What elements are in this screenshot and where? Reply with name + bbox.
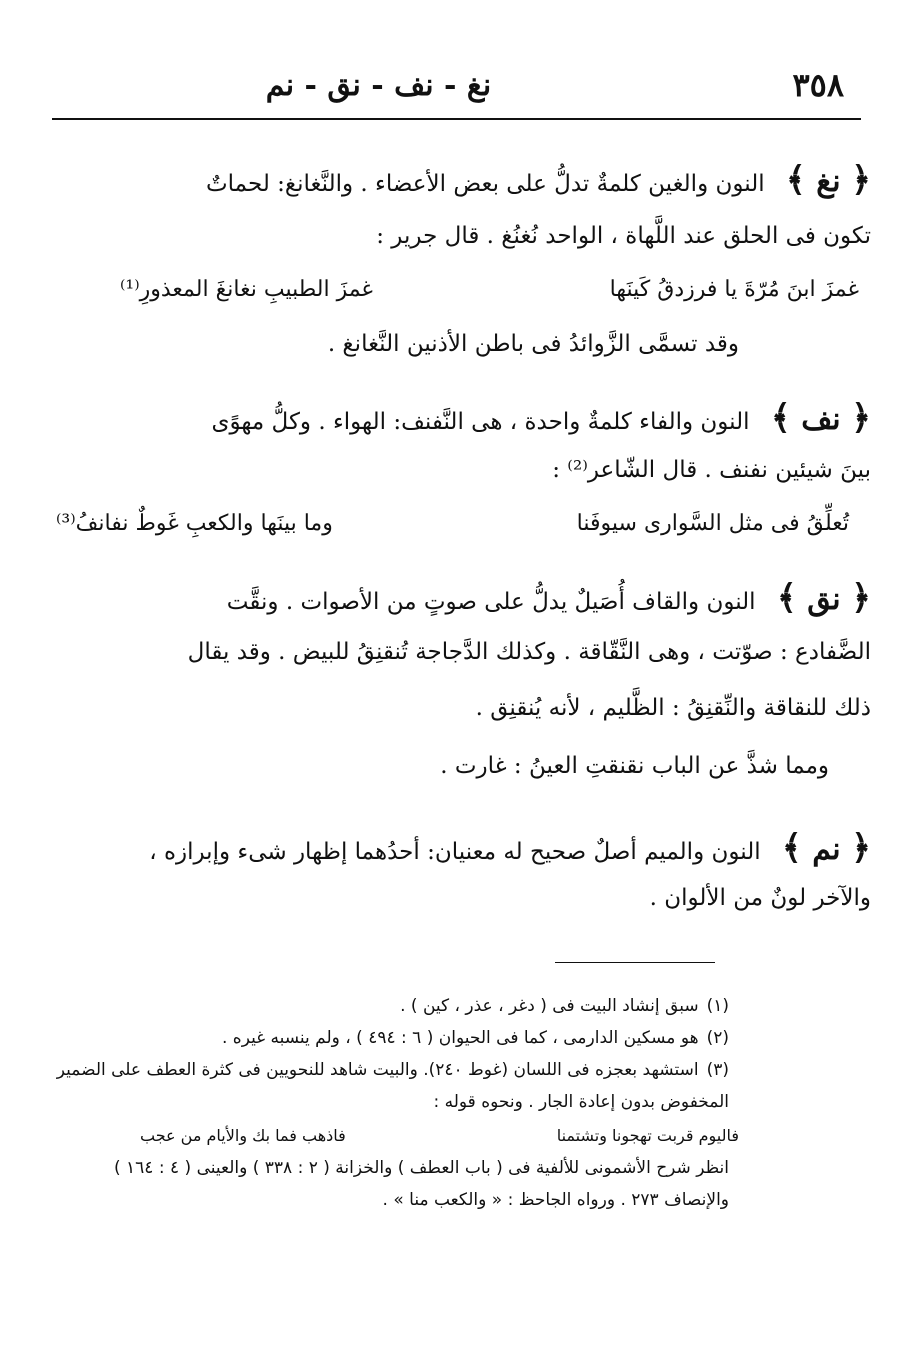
entry-root-naf: ﴿ نف ﴾ <box>770 398 871 438</box>
footnote-3: (٣)استشهد بعجزه فى اللسان (غوط ٢٤٠). والبيت شاهد للنحويين فى كثرة العطف على الضمير <box>56 1060 729 1080</box>
entry-text: النون والميم أصلٌ صحيح له معنيان: أحدُهما إظهار شىء وإبرازه ، <box>149 839 761 865</box>
running-title: نغ - نف - نق - نم <box>265 68 492 103</box>
entry-nagh-verse <box>120 276 859 305</box>
entry-nagh-line-1 <box>50 158 871 202</box>
entry-naf-line-1 <box>50 396 871 440</box>
footnote-verse <box>140 1126 739 1145</box>
entry-naq-line-1 <box>50 576 871 620</box>
footnote-2: (٢)هو مسكين الدارمى ، كما فى الحيوان ( ٦ : ٤٩٤ ) ، ولم ينسبه غيره . <box>221 1028 729 1048</box>
entry-naq-line-4: ومما شذَّ عن الباب نقنقتِ العينُ : غارت . <box>440 753 829 779</box>
entry-root-naq: ﴿ نق ﴾ <box>776 578 871 618</box>
entry-nagh-after: وقد تسمَّى الزَّوائدُ فى باطن الأذنين النَّغانغ . <box>327 331 739 357</box>
entry-text: النون والغين كلمةٌ تدلُّ على بعض الأعضاء . والنَّغانغ: لحماتٌ <box>206 171 765 197</box>
verse-second-hemistich: غمزَ الطبيبِ نغانغَ المعذورِ⁽¹⁾ <box>120 277 373 302</box>
entry-naq-line-2: الضَّفادع : صوّتت ، وهى النَّقّاقة . وكذلك الدَّجاجة تُنقنِقُ للبيض . وقد يقال <box>187 639 871 665</box>
footnote-verse-first: فاليوم قربت تهجونا وتشتمنا <box>556 1126 739 1145</box>
header-rule <box>52 118 861 120</box>
entry-root-nam: ﴿ نم ﴾ <box>781 828 871 868</box>
footnote-1: (١)سبق إنشاد البيت فى ( دغر ، عذر ، كين ) . <box>400 996 729 1016</box>
verse-second-hemistich: وما بينَها والكعبِ غَوطٌ نفانفُ⁽³⁾ <box>56 511 333 536</box>
footnote-3-ref-2: والإنصاف ٢٧٣ . ورواه الجاحظ : « والكعب منا » . <box>382 1190 729 1210</box>
verse-first-hemistich: تُعلِّقُ فى مثل السَّوارى سيوفَنا <box>576 511 849 536</box>
entry-naf-line-2: بينَ شيئين نفنف . قال الشّاعر⁽²⁾ : <box>552 457 871 483</box>
page-header <box>48 62 844 112</box>
footnote-rule <box>555 962 715 963</box>
entry-text: النون والقاف أُصَيلٌ يدلُّ على صوتٍ من الأصوات . ونقَّت <box>226 589 756 615</box>
entry-nagh-line-2: تكون فى الحلق عند اللَّهاة ، الواحد نُغنُغ . قال جرير : <box>376 223 871 249</box>
footnote-3-ref-1: انظر شرح الأشمونى للألفية فى ( باب العطف ) والخزانة ( ٢ : ٣٣٨ ) والعينى ( ٤ : ١٦٤ ) <box>114 1158 729 1178</box>
verse-first-hemistich: غمزَ ابنَ مُرّةَ يا فرزدقُ كَينَها <box>609 277 859 302</box>
page-number: ٣٥٨ <box>792 66 844 104</box>
entry-root-nagh: ﴿ نغ ﴾ <box>785 160 871 200</box>
footnote-3-cont: المخفوض بدون إعادة الجار . ونحوه قوله : <box>433 1092 729 1112</box>
entry-naf-verse <box>56 510 849 539</box>
entry-nam-line-2: والآخر لونٌ من الألوان . <box>649 885 871 911</box>
footnote-verse-second: فاذهب فما بك والأيام من عجب <box>140 1126 346 1145</box>
entry-naq-line-3: ذلك للنقاقة والنِّقنِقُ : الظَّليم ، لأنه يُنقنِق . <box>475 695 871 721</box>
entry-nam-line-1 <box>50 826 871 870</box>
entry-text: النون والفاء كلمةٌ واحدة ، هى النَّفنف: الهواء . وكلُّ مهوًى <box>211 409 750 435</box>
